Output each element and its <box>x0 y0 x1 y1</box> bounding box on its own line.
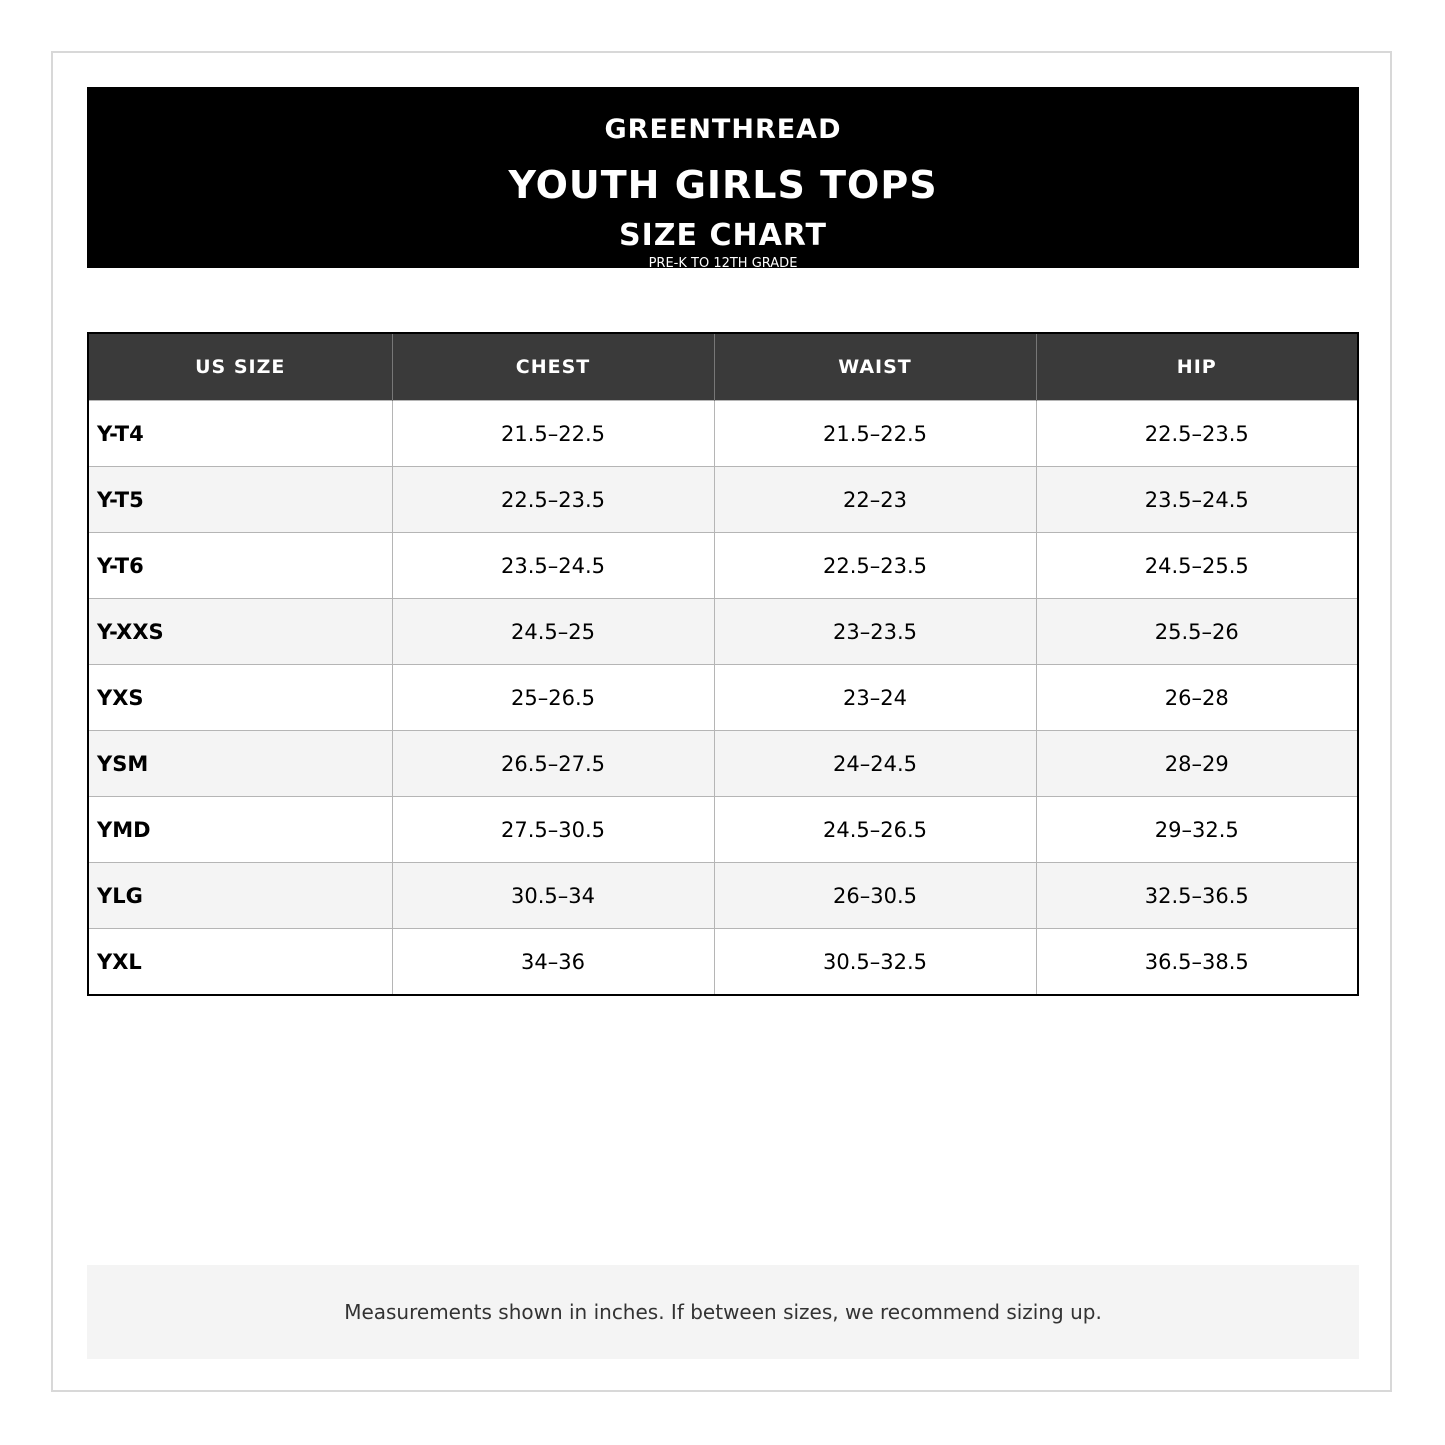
chest-cell: 27.5–30.5 <box>392 797 714 863</box>
hip-cell: 29–32.5 <box>1036 797 1358 863</box>
waist-cell: 23–23.5 <box>714 599 1036 665</box>
waist-cell: 22–23 <box>714 467 1036 533</box>
size-cell: YMD <box>88 797 392 863</box>
chest-cell: 34–36 <box>392 929 714 996</box>
waist-cell: 22.5–23.5 <box>714 533 1036 599</box>
hip-cell: 24.5–25.5 <box>1036 533 1358 599</box>
table-row <box>88 797 1358 863</box>
page-subtitle: SIZE CHART <box>618 218 828 253</box>
waist-cell: 21.5–22.5 <box>714 401 1036 467</box>
column-header-hip: HIP <box>1036 333 1358 401</box>
hip-cell: 32.5–36.5 <box>1036 863 1358 929</box>
waist-cell: 24–24.5 <box>714 731 1036 797</box>
chest-cell: 21.5–22.5 <box>392 401 714 467</box>
chest-cell: 30.5–34 <box>392 863 714 929</box>
column-header-chest: CHEST <box>392 333 714 401</box>
hip-cell: 23.5–24.5 <box>1036 467 1358 533</box>
header-banner <box>87 87 1359 271</box>
chest-cell: 26.5–27.5 <box>392 731 714 797</box>
size-cell: Y-XXS <box>88 599 392 665</box>
page-title: YOUTH GIRLS TOPS <box>508 163 938 207</box>
hip-cell: 28–29 <box>1036 731 1358 797</box>
waist-cell: 24.5–26.5 <box>714 797 1036 863</box>
hip-cell: 22.5–23.5 <box>1036 401 1358 467</box>
table-row <box>88 731 1358 797</box>
table-row <box>88 665 1358 731</box>
chest-cell: 23.5–24.5 <box>392 533 714 599</box>
size-cell: Y-T6 <box>88 533 392 599</box>
chest-cell: 25–26.5 <box>392 665 714 731</box>
hip-cell: 26–28 <box>1036 665 1358 731</box>
size-cell: YSM <box>88 731 392 797</box>
column-header-waist: WAIST <box>714 333 1036 401</box>
size-table <box>87 332 1359 996</box>
column-header-us-size: US SIZE <box>88 333 392 401</box>
table-row <box>88 467 1358 533</box>
waist-cell: 26–30.5 <box>714 863 1036 929</box>
chest-cell: 22.5–23.5 <box>392 467 714 533</box>
size-cell: YLG <box>88 863 392 929</box>
hip-cell: 36.5–38.5 <box>1036 929 1358 996</box>
size-cell: YXL <box>88 929 392 996</box>
grade-range: PRE-K TO 12TH GRADE <box>648 256 798 271</box>
table-row <box>88 533 1358 599</box>
size-cell: YXS <box>88 665 392 731</box>
hip-cell: 25.5–26 <box>1036 599 1358 665</box>
waist-cell: 23–24 <box>714 665 1036 731</box>
table-row <box>88 863 1358 929</box>
table-row <box>88 599 1358 665</box>
measurement-note: Measurements shown in inches. If between sizes, we recommend sizing up. <box>87 1265 1359 1359</box>
table-row <box>88 929 1358 996</box>
brand-name: GREENTHREAD <box>604 114 842 145</box>
table-row <box>88 401 1358 467</box>
size-cell: Y-T5 <box>88 467 392 533</box>
waist-cell: 30.5–32.5 <box>714 929 1036 996</box>
chest-cell: 24.5–25 <box>392 599 714 665</box>
size-cell: Y-T4 <box>88 401 392 467</box>
table-header-row <box>88 333 1358 401</box>
